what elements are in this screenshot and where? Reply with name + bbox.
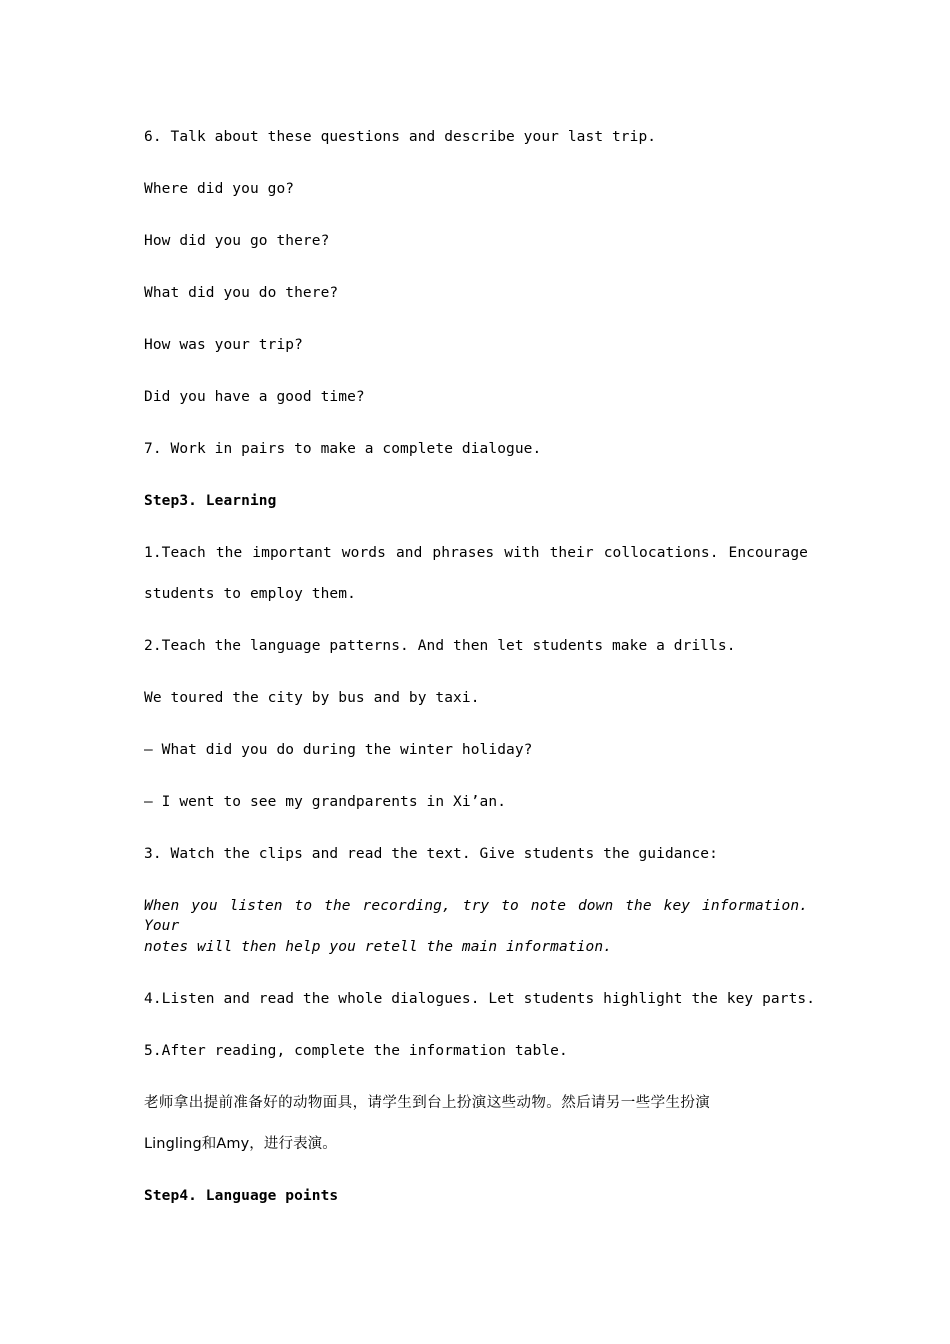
step4-heading: Step4. Language points <box>144 1188 339 1204</box>
item-7-instruction: 7. Work in pairs to make a complete dialogue. <box>144 441 542 457</box>
item-6-instruction: 6. Talk about these questions and describe your last trip. <box>144 129 657 145</box>
step3-heading: Step3. Learning <box>144 493 277 509</box>
learning-item-3: 3. Watch the clips and read the text. Give students the guidance: <box>144 846 718 862</box>
question-good-time: Did you have a good time? <box>144 389 365 405</box>
chinese-instruction-line-2: Lingling和Amy，进行表演。 <box>144 1136 337 1152</box>
example-sentence: We toured the city by bus and by taxi. <box>144 690 480 706</box>
guidance-line-2: notes will then help you retell the main information. <box>144 939 612 955</box>
learning-item-5: 5.After reading, complete the information table. <box>144 1043 568 1059</box>
learning-item-4: 4.Listen and read the whole dialogues. Let students highlight the key parts. <box>144 991 816 1007</box>
learning-item-2: 2.Teach the language patterns. And then let students make a drills. <box>144 638 736 654</box>
dialogue-answer: — I went to see my grandparents in Xi’an. <box>144 794 507 810</box>
question-how-trip: How was your trip? <box>144 337 303 353</box>
learning-item-1-line-2: students to employ them. <box>144 586 356 602</box>
learning-item-1-line-1: 1.Teach the important words and phrases with their collocations. Encourage <box>144 545 808 561</box>
question-how-go: How did you go there? <box>144 233 330 249</box>
question-where: Where did you go? <box>144 181 295 197</box>
dialogue-question: — What did you do during the winter holiday? <box>144 742 533 758</box>
question-what-do: What did you do there? <box>144 285 339 301</box>
guidance-line-1: When you listen to the recording, try to note down the key information. Your <box>144 898 808 934</box>
chinese-instruction-line-1: 老师拿出提前准备好的动物面具，请学生到台上扮演这些动物。然后请另一些学生扮演 <box>144 1095 711 1111</box>
